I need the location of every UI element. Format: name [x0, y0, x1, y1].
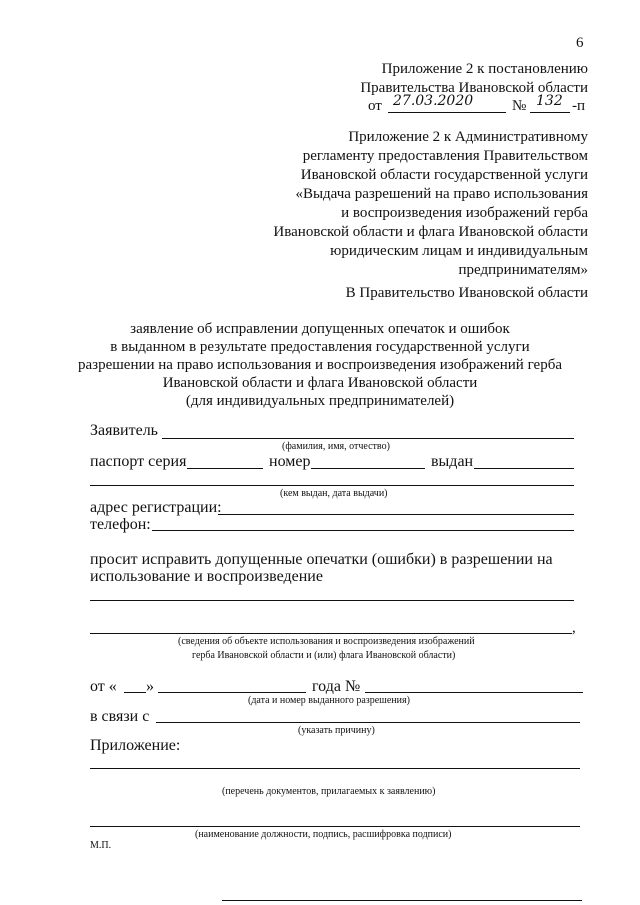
title-line: в выданном в результате предоставления государственной услуги: [110, 339, 530, 355]
applicant-label: Заявитель: [90, 422, 158, 439]
header2-line: регламенту предоставления Правительством: [302, 148, 588, 164]
reason-hint: (указать причину): [298, 725, 375, 736]
address-field[interactable]: [218, 514, 574, 515]
bottom-rule: [222, 900, 582, 901]
stamp-label: М.П.: [90, 840, 112, 851]
permit-hint: (дата и номер выданного разрешения): [248, 695, 410, 706]
permit-number-field[interactable]: [365, 692, 583, 693]
header1-date-value: 27.03.2020: [393, 93, 474, 109]
passport-series-field[interactable]: [187, 468, 263, 469]
header1-num-prefix: №: [512, 98, 527, 114]
signature-field[interactable]: [90, 826, 580, 827]
phone-field[interactable]: [152, 530, 574, 531]
passport-number-field[interactable]: [311, 468, 425, 469]
applicant-hint: (фамилия, имя, отчество): [282, 441, 390, 452]
issued-label: выдан: [431, 453, 474, 470]
header1-line2: Правительства Ивановской области: [360, 80, 588, 96]
object-hint-line2: герба Ивановской области и (или) флага Ивановской области): [192, 650, 456, 661]
title-line: Ивановской области и флага Ивановской области: [162, 375, 478, 391]
title-line: разрешении на право использования и воспроизведения изображений герба: [78, 357, 562, 373]
address-label: адрес регистрации:: [90, 499, 222, 516]
issued-by-field[interactable]: [90, 485, 574, 486]
header2-line: «Выдача разрешений на право использования: [295, 186, 588, 202]
page-number: 6: [576, 35, 584, 51]
year-label: года №: [312, 678, 361, 695]
issued-hint: (кем выдан, дата выдачи): [280, 488, 388, 499]
reason-field[interactable]: [156, 722, 580, 723]
header2-line: юридическим лицам и индивидуальным: [330, 243, 588, 259]
header2-line: Приложение 2 к Административному: [348, 129, 588, 145]
header2-line: и воспроизведения изображений герба: [341, 205, 588, 221]
passport-number-label: номер: [269, 453, 311, 470]
header1-line1: Приложение 2 к постановлению: [381, 61, 588, 77]
object-field-line2[interactable]: [90, 633, 572, 634]
permit-month-field[interactable]: [158, 692, 306, 693]
title-line: заявление об исправлении допущенных опечаток и ошибок: [130, 321, 510, 337]
header2-line: Ивановской области и флага Ивановской области: [273, 224, 588, 240]
applicant-field[interactable]: [162, 438, 574, 439]
object-hint-line1: (сведения об объекте использования и воспроизведения изображений: [178, 636, 475, 647]
date-underline: [388, 112, 506, 113]
number-underline: [530, 112, 570, 113]
title-line: (для индивидуальных предпринимателей): [185, 393, 455, 409]
from-prefix: от «: [90, 678, 117, 695]
passport-series-label: паспорт серия: [90, 453, 187, 470]
header1-num-suffix: -п: [572, 98, 586, 114]
signature-hint: (наименование должности, подпись, расшифровка подписи): [195, 829, 452, 840]
attachment-label: Приложение:: [90, 737, 181, 754]
object-comma: ,: [572, 620, 576, 636]
issued-field[interactable]: [474, 468, 574, 469]
header2-line: Ивановской области государственной услуги: [300, 167, 588, 183]
header1-date-prefix: от: [368, 98, 382, 114]
addressee: В Правительство Ивановской области: [345, 285, 588, 301]
request-line1: просит исправить допущенные опечатки (ошибки) в разрешении на: [90, 551, 553, 568]
request-line2: использование и воспроизведение: [90, 568, 323, 585]
attachment-field[interactable]: [90, 768, 580, 769]
phone-label: телефон:: [90, 516, 151, 533]
header2-line: предпринимателям»: [458, 262, 588, 278]
header1-num-value: 132: [536, 93, 563, 109]
from-quote-close: »: [146, 678, 154, 695]
permit-day-field[interactable]: [124, 692, 146, 693]
reason-label: в связи с: [90, 708, 150, 725]
object-field-line1[interactable]: [90, 600, 574, 601]
attachment-hint: (перечень документов, прилагаемых к заявлению): [222, 786, 436, 797]
